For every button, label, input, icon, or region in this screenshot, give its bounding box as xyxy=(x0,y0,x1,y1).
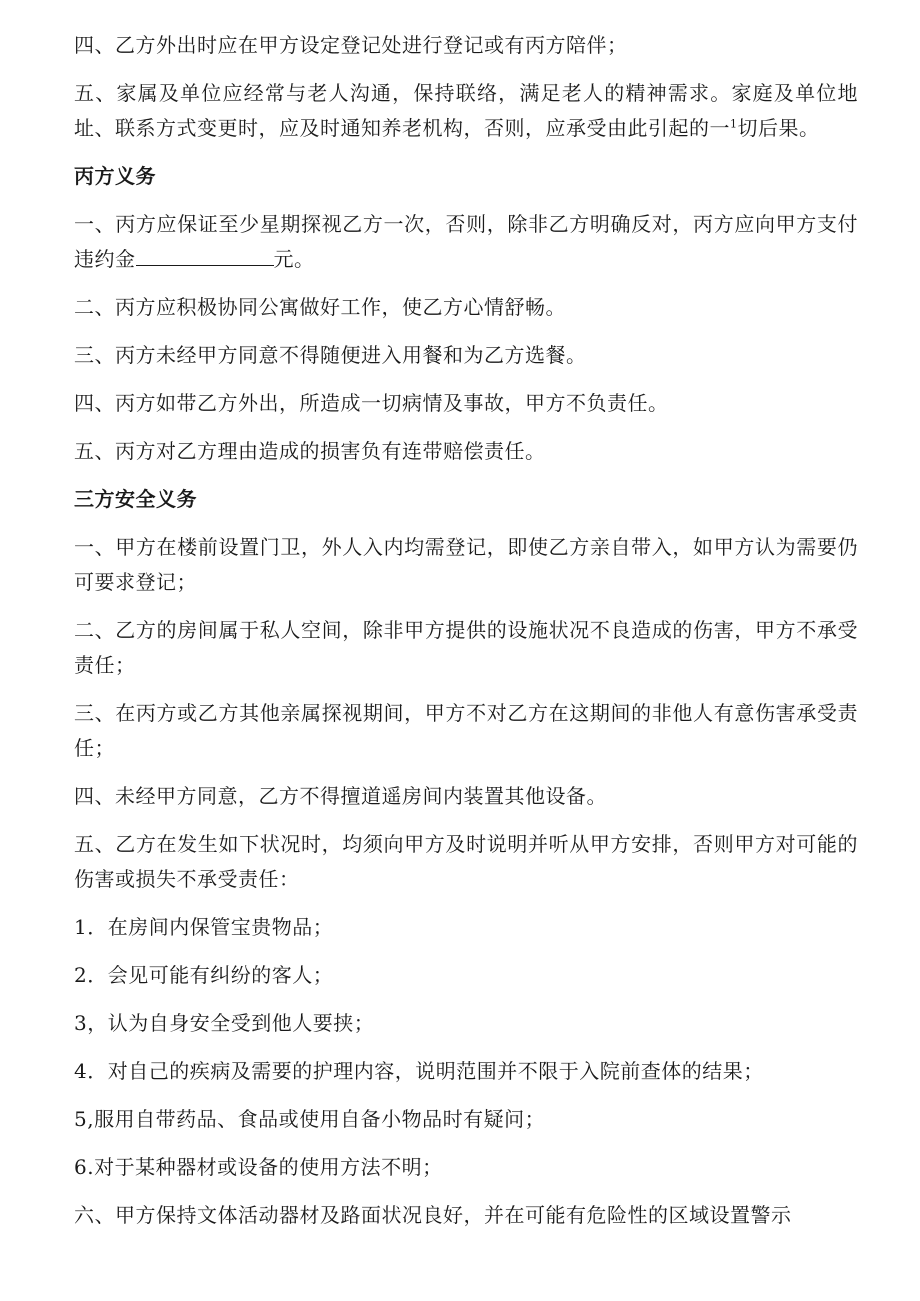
clause-safety-6: 六、甲方保持文体活动器材及路面状况良好，并在可能有危险性的区域设置警示 xyxy=(74,1203,792,1227)
clause-family-5-tail: 切后果。 xyxy=(737,116,820,140)
clause-yi-4: 四、乙方外出时应在甲方设定登记处进行登记或有丙方陪伴； xyxy=(74,33,628,57)
clause-safety-1: 一、甲方在楼前设置门卫，外人入内均需登记，即使乙方亲自带入，如甲方认为需要仍可要求登记； xyxy=(74,535,858,594)
clause-safety-4: 四、未经甲方同意，乙方不得擅道遥房间内装置其他设备。 xyxy=(74,784,607,808)
list-item-4: 4．对自己的疾病及需要的护理内容，说明范围并不限于入院前查体的结果； xyxy=(74,1059,764,1083)
heading-bing-obligations: 丙方义务 xyxy=(74,164,156,188)
clause-safety-2: 二、乙方的房间属于私人空间，除非甲方提供的设施状况不良造成的伤害，甲方不承受责任； xyxy=(74,618,858,677)
list-item-5: 5,服用自带药品、食品或使用自备小物品时有疑问； xyxy=(74,1107,546,1131)
clause-bing-4: 四、丙方如带乙方外出，所造成一切病情及事故，甲方不负责任。 xyxy=(74,391,669,415)
list-item-3: 3，认为自身安全受到他人要挟； xyxy=(74,1011,375,1035)
penalty-amount-blank xyxy=(136,243,274,266)
clause-safety-3: 三、在丙方或乙方其他亲属探视期间，甲方不对乙方在这期间的非他人有意伤害承受责任； xyxy=(74,701,858,760)
clause-family-5 xyxy=(74,76,858,146)
list-item-2: 2．会见可能有纠纷的客人； xyxy=(74,963,334,987)
clause-bing-2: 二、丙方应积极协同公寓做好工作，使乙方心情舒畅。 xyxy=(74,295,566,319)
footnote-mark: 1 xyxy=(730,117,738,131)
heading-safety-obligations: 三方安全义务 xyxy=(74,487,197,511)
clause-safety-5: 五、乙方在发生如下状况时，均须向甲方及时说明并听从甲方安排，否则甲方对可能的伤害或损失不承受责任： xyxy=(74,832,858,891)
clause-family-5-text: 五、家属及单位应经常与老人沟通，保持联络，满足老人的精神需求。家庭及单位地址、联系方式变更时，应及时通知养老机构，否则，应承受由此引起的一 xyxy=(74,81,858,140)
clause-bing-5: 五、丙方对乙方理由造成的损害负有连带赔偿责任。 xyxy=(74,439,546,463)
list-item-6: 6.对于某种器材或设备的使用方法不明； xyxy=(74,1155,443,1179)
clause-bing-1-tail: 元。 xyxy=(273,247,315,271)
clause-bing-1 xyxy=(74,207,858,277)
list-item-1: 1．在房间内保管宝贵物品； xyxy=(74,915,334,939)
clause-bing-3: 三、丙方未经甲方同意不得随便进入用餐和为乙方选餐。 xyxy=(74,343,587,367)
clause-bing-1-text: 一、丙方应保证至少星期探视乙方一次，否则，除非乙方明确反对，丙方应向甲方支付违约金 xyxy=(74,212,858,271)
